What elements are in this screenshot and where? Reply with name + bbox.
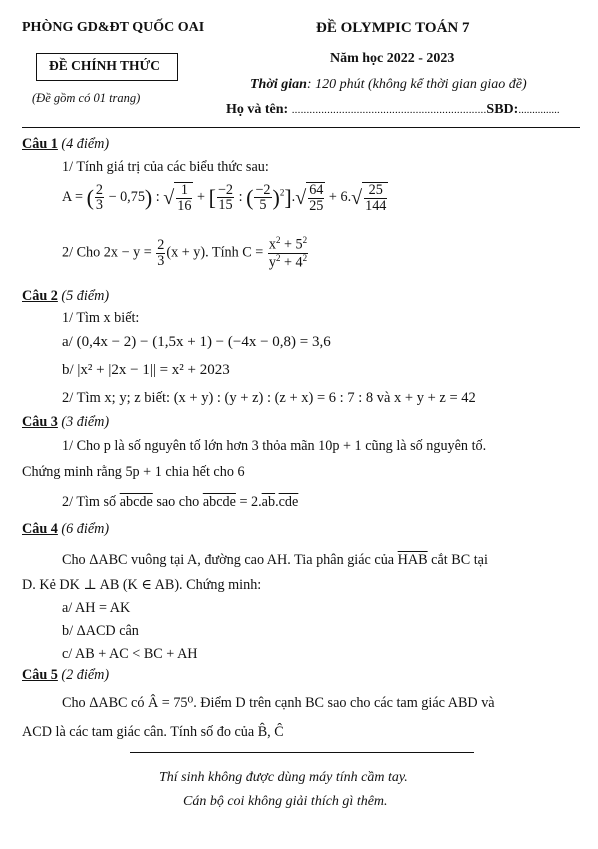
q1-part1-text: 1/ Tính giá trị của các biểu thức sau: [62, 159, 269, 175]
footer-note-2: Cán bộ coi không giải thích gì thêm. [183, 794, 388, 809]
page-note: (Đề gồm có 01 trang) [32, 91, 141, 105]
official-label: ĐỀ CHÍNH THỨC [49, 58, 161, 73]
q5-line2: ACD là các tam giác cân. Tính số đo của B̂, Ĉ [22, 724, 284, 740]
name-label: Họ và tên: [226, 102, 289, 117]
q4-part-c: c/ AB + AC < BC + AH [62, 646, 198, 662]
school-year: Năm học 2022 - 2023 [330, 51, 455, 66]
q2-heading: Câu 2 (5 điểm) [22, 288, 110, 304]
q2-part1-a: a/ (0,4x − 2) − (1,5x + 1) − (−4x − 0,8) = 3,6 [62, 334, 331, 350]
q4-line1: Cho ΔABC vuông tại A, đường cao AH. Tia phân giác của $\overline{HAB}$ cắt BC tại [62, 552, 488, 568]
candidate-line [226, 102, 560, 118]
time-line [250, 77, 527, 93]
footer-note-1: Thí sinh không được dùng máy tính cầm tay. [159, 770, 408, 785]
q4-part-b: b/ ΔACD cân [62, 623, 139, 639]
q3-heading: Câu 3 (3 điểm) [22, 414, 110, 430]
sbd-dots: ............... [518, 104, 560, 116]
q5-heading: Câu 5 (2 điểm) [22, 667, 110, 683]
q5-line1: Cho ΔABC có Â = 75⁰. Điểm D trên cạnh BC sao cho các tam giác ABD và [62, 695, 495, 711]
q1-part2: 2/ Cho 2x − y = $\frac{2}{3}$ (x + y). Tính C = $\frac{x^2 + 5^2}{y^2 + 4^2}$ [62, 235, 308, 271]
q2-part2: 2/ Tìm x; y; z biết: (x + y) : (y + z) : (z + x) = 6 : 7 : 8 và x + y + z = 42 [62, 390, 476, 406]
time-value: : 120 phút (không kể thời gian giao đề) [306, 77, 527, 92]
q4-part-a: a/ AH = AK [62, 600, 131, 616]
q3-part2: 2/ Tìm số abcde sao cho abcde = $2.\overline{ab}.\overline{cde}$ [62, 494, 299, 510]
footer-divider [130, 752, 474, 753]
q3-part1-line2: Chứng minh rằng 5p + 1 chia hết cho 6 [22, 464, 245, 480]
time-label: Thời gian [250, 77, 307, 92]
sbd-label: SBD: [486, 102, 519, 117]
q4-line2: D. Kẻ DK ⊥ AB (K ∈ AB). Chứng minh: [22, 577, 262, 593]
q3-part1-line1: 1/ Cho p là số nguyên tố lớn hơn 3 thỏa mãn 10p + 1 cũng là số nguyên tố. [62, 438, 487, 454]
q4-heading: Câu 4 (6 điểm) [22, 521, 110, 537]
q2-part1-text: 1/ Tìm x biết: [62, 310, 140, 326]
exam-title: ĐỀ OLYMPIC TOÁN 7 [316, 20, 470, 36]
q1-heading: Câu 1 (4 điểm) [22, 136, 110, 152]
department-name: PHÒNG GD&ĐT QUỐC OAI [22, 20, 205, 35]
q2-part1-b: b/ |x² + |2x − 1|| = x² + 2023 [62, 362, 230, 378]
q1-expression-a: A = ( $\frac{2}{3}$ − 0,75) : √ $\frac{1}{16}$ + [ $\frac{-2}{15}$ : ( $\frac{-2}{5}$ )$^2$].√ $\frac{64}{25}$ + 6.√ $\frac{25}{144}$ [62, 181, 387, 214]
name-dots: .................................................................. [291, 104, 487, 116]
header-divider [22, 127, 580, 128]
